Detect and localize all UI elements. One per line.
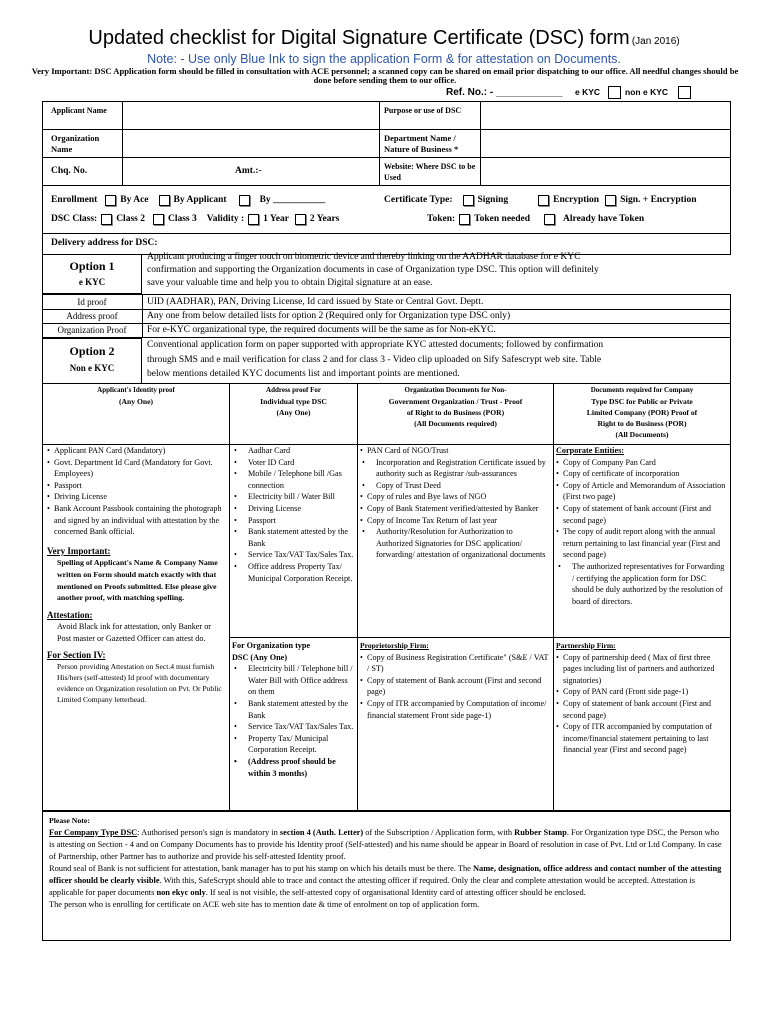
round-note-bold: Name, designation, office address and contact number of the attesting officer should be clearly visible [49,864,722,885]
company-note-text-3: . For Organization type DSC, the Person who is attesting on Section - 4 and on Company Documents has to provide his Identity proof (Self-attested) and his name should be appear in Board of resolution in case of Pvt. Ltd or Ltd Company. In case of Partnership, other Partner has to authorize and provide his self-attested Identity proof. [49,828,722,861]
list-item: • The authorized representatives for Forwarding / certifying the application form for DSC should be duly authorized by the resolution of board of directors. [556,561,728,607]
option1-desc-line3: save your valuable time and help you to obtain Digital signature at an ease. [147,278,433,288]
col4-header-line2: Type DSC for Public or Private [591,397,693,406]
encryption-label: Encryption [553,195,600,205]
by-other-label[interactable]: By ___________ [259,195,326,205]
nonekyc-label: non e KYC [625,87,669,98]
applicant-form [42,101,731,255]
proprietorship-heading: Proprietorship Firm: [360,641,429,650]
list-item: • Copy of Article and Memorandum of Association (First two page) [556,480,728,503]
corporate-entities-heading: Corporate Entities: [556,446,624,455]
list-item: • Copy of Trust Deed [360,480,550,492]
list-item: • Copy of statement of Bank account (First and second page) [360,675,550,698]
option2-desc-line3: below mentions detailed KYC documents list and important points are mentioned. [147,369,460,379]
col3-header-line3: of Right to do Business (POR) [406,408,505,417]
amount-field[interactable] [268,158,378,185]
website-label: Website: Where DSC to be Used [384,162,476,182]
signing-checkbox[interactable] [463,195,474,206]
applicant-name-field[interactable] [123,102,379,129]
ekyc-checkbox[interactable] [608,86,621,99]
col1-header-line2: (Any One) [119,397,153,406]
option2-desc-line1: Conventional application form on paper supported with appropriate KYC attested documents; followed by confirmation [147,340,604,350]
certificate-type-label: Certificate Type: [384,195,453,205]
list-item: • Driving License [47,491,225,503]
document-title: Updated checklist for Digital Signature Certificate (DSC) form [88,27,630,49]
non-ekyc-text: non ekyc only [156,888,206,897]
col2-header [230,385,357,418]
delivery-address-label: Delivery address for DSC: [51,238,158,248]
partnership-heading: Partnership Firm: [556,641,616,650]
enrollment-row [51,195,325,207]
encryption-checkbox[interactable] [538,195,549,206]
dsc-class-label: DSC Class: [51,214,98,224]
list-item: • Copy of Income Tax Return of last year [360,515,550,527]
validity-label: Validity : [206,214,245,224]
list-item: • (Address proof should be within 3 months) [232,756,355,779]
round-note-text-2: . With this, SafeScrypt should able to trace and contact the attesting officer if required. Only the clear and complete attestation would be accepted. Attestation is applicable for paper documents [49,876,695,897]
option1-row3-value: For e-KYC organizational type, the required documents will be the same as for Non-eKYC. [147,325,496,335]
list-item: • Driving License [232,503,355,515]
documents-table [42,383,731,811]
list-item: • Copy of Company Pan Card [556,457,728,469]
org-dsc-heading-line2: DSC (Any One) [232,652,288,662]
very-important-text: Spelling of Applicant's Name & Company Name written on Form should match exactly with that mentioned on Proofs submitted. Else please give another proof, with matching spelling. [57,558,218,603]
list-item: • Aadhar Card [232,445,355,457]
col3-header [358,385,553,429]
nonekyc-checkbox[interactable] [678,86,691,99]
attestation-heading: Attestation: [47,609,93,620]
kyc-selector [575,86,691,99]
col2-header-line1: Address proof For [266,386,321,394]
list-item: • Electricity bill / Water Bill [232,491,355,503]
col4-header [554,385,730,440]
token-needed-checkbox[interactable] [459,214,470,225]
identity-proof-list [47,445,225,538]
list-item: • Passport [47,480,225,492]
document-date: (Jan 2016) [631,36,680,47]
token-label: Token: [427,214,456,224]
option2-title: Option 2 [69,344,115,358]
list-item: • Applicant PAN Card (Mandatory) [47,445,225,457]
have-token-label: Already have Token [563,214,645,224]
by-ace-checkbox[interactable] [105,195,116,206]
option1-title: Option 1 [69,259,115,273]
col4-header-line4: Right to do Business (POR) [597,419,687,428]
list-item: • Copy of Business Registration Certificate" (S&E / VAT / ST) [360,652,550,675]
sign-encryption-label: Sign. + Encryption [620,195,697,205]
organization-name-field[interactable] [123,130,379,157]
section-iv-text: Person providing Attestation on Sect.4 must furnish His/hers (self-attested) Id proof with documentary evidence on Organization resolution on Pvt. Or Public Limited Company letterhead. [57,662,222,705]
option1-description [147,251,727,290]
kyc-options [42,254,731,384]
col3-header-line4: (All Documents required) [414,419,497,428]
amount-label: Amt.:- [235,166,262,176]
option1-subtitle: e KYC [78,277,106,287]
col4-part-content [556,640,728,756]
purpose-field[interactable] [481,102,730,129]
company-note-bold: section 4 (Auth. Letter) [279,828,364,837]
very-important-notice: Very Important: DSC Application form should be filled in consultation with ACE personnel; a scanned copy can be shared on email prior dispatching to our office. All needful changes should be done before sending them to our office. [31,66,739,85]
list-item: • Property Tax/ Municipal Corporation Receipt. [232,733,355,756]
applicant-name-label: Applicant Name [51,106,107,115]
sign-encryption-checkbox[interactable] [605,195,616,206]
list-item: • PAN Card of NGO/Trust [360,445,550,457]
list-item: • Copy of Bank Statement verified/attested by Banker [360,503,550,515]
rubber-stamp-text: Rubber Stamp [514,828,567,837]
list-item: • Bank statement attested by the Bank [232,526,355,549]
company-type-note [49,827,724,863]
token-needed-label: Token needed [474,214,531,224]
list-item: • Incorporation and Registration Certificate issued by authority such as Registrar /sub-assurances [360,457,550,480]
col2-header-line2: Individual type DSC [260,397,327,406]
col4-header-line1: Documents required for Company [590,386,694,394]
list-item: • Bank Account Passbook containing the photograph and signed by an individual with attestation by the concerned Bank official. [47,503,225,538]
list-item: • Office address Property Tax/ Municipal Corporation Receipt. [232,561,355,584]
col1-header-line1: Applicant's Identity proof [97,386,175,394]
list-item: • Copy of rules and Bye laws of NGO [360,491,550,503]
class3-checkbox[interactable] [153,214,164,225]
class3-label: Class 3 [167,214,197,224]
col3-header-line1: Organization Documents for Non- [404,386,507,394]
col3-header-line2: Government Organization / Trust - Proof [388,397,523,406]
website-field[interactable] [481,158,730,185]
list-item: • The copy of audit report along with the annual return pertaining to last financial year (First and second page) [556,526,728,561]
blue-ink-note: Note: - Use only Blue Ink to sign the application Form & for attestation on Documents. [147,52,621,66]
option2-desc-line2: through SMS and e mail verification for class 2 and for class 3 - Video clip uploaded on Sify Safescrypt web site. Table [147,354,602,365]
option1-row2-label: Address proof [66,311,118,321]
col2-content [232,445,355,584]
col2-org-content [232,640,355,779]
list-item: • Electricity bill / Telephone bill / Water Bill with Office address on them [232,663,355,698]
certificate-type-row [384,195,697,207]
col4-content [556,445,728,607]
list-item: • Copy of statement of bank account (First and second page) [556,503,728,526]
option1-row1-label: Id proof [77,297,107,307]
option1-row1-value: UID (AADHAR), PAN, Driving License, Id card issued by State or Central Govt. Deptt. [147,297,484,307]
cheque-number-field[interactable] [123,158,233,185]
col1-header [43,385,229,407]
class2-label: Class 2 [116,214,145,224]
round-note-text-1: Round seal of Bank is not sufficient for attestation, bank manager has to put his stamp on which his details must be there. The [49,864,473,873]
option1-box [42,254,142,294]
please-note-section [42,811,731,941]
department-field[interactable] [481,130,730,157]
ngo-documents-list [360,445,550,561]
have-token-checkbox[interactable] [544,214,555,225]
by-ace-label: By Ace [120,195,149,205]
class2-checkbox[interactable] [101,214,112,225]
list-item: • Copy of PAN card (Front side page-1) [556,686,728,698]
validity-1year-checkbox[interactable] [248,214,259,225]
list-item: • Service Tax/VAT Tax/Sales Tax. [232,549,355,561]
option2-box [42,338,142,384]
option1-row3-label: Organization Proof [57,325,127,335]
list-item: • Copy of ITR accompanied by computation of income/financial statement pertaining to last financial year (First and second page) [556,721,728,756]
please-note-heading: Please Note: [49,816,90,825]
list-item: • Bank statement attested by the Bank [232,698,355,721]
enrolment-note: The person who is enrolling for certificate on ACE web site has to mention date & time of enrolment on top of application form. [49,900,480,909]
ekyc-label: e KYC [575,87,601,98]
by-applicant-checkbox[interactable] [159,195,170,206]
list-item: • Govt. Department Id Card (Mandatory for Govt. Employees) [47,457,225,480]
option2-description [147,338,727,382]
proprietorship-list [360,652,550,722]
list-item: • Authority/Resolution for Authorization to Authorized Signatories for DSC application/ forwarding/ attestation of organizational documents [360,526,550,561]
list-item: • Voter ID Card [232,457,355,469]
option1-row2-value: Any one from below detailed lists for option 2 (Required only for Organization type DSC only) [147,311,511,321]
organization-name-label: Organization Name [51,133,100,154]
very-important-heading: Very Important: [47,545,111,556]
validity-1year-label: 1 Year [263,214,289,224]
dsc-class-row [51,214,339,226]
org-dsc-heading-line1: For Organization type [232,641,311,650]
col2-header-line3: (Any One) [276,408,311,417]
section-iv-heading: For Section IV: [47,649,106,660]
corporate-entities-list [556,457,728,608]
col4-header-line3: Limited Company (POR) Proof of [586,408,698,417]
document-title-row [0,26,768,50]
list-item: • Copy of statement of bank account (First and second page) [556,698,728,721]
list-item: • Copy of partnership deed ( Max of first three pages including list of partners and authorized signatories) [556,652,728,687]
address-proof-list [232,445,355,584]
purpose-label: Purpose or use of DSC [384,106,462,115]
enrollment-label: Enrollment [51,195,98,205]
org-address-proof-list [232,663,355,779]
col4-header-line5: (All Documents) [615,430,669,439]
option1-desc-line1: Applicant producing a finger touch on biometric device and thereby linking on the AADHAR database for e KYC [147,252,581,262]
by-applicant-label: By Applicant [173,195,227,205]
option1-desc-line2: confirmation and supporting the Organization documents in case of Organization type DSC. This option will definitely [147,265,599,275]
attestation-text: Avoid Black ink for attestation, only Banker or Post master or Gazetted Officer can attest do. [57,622,212,643]
list-item: • Service Tax/VAT Tax/Sales Tax. [232,721,355,733]
option2-subtitle: Non e KYC [69,363,115,373]
list-item: • Copy of certificate of incorporation [556,468,728,480]
list-item: • Copy of ITR accompanied by Computation of income/ financial statement Front side page-1) [360,698,550,721]
cheque-number-label: Chq. No. [51,166,88,176]
validity-2year-checkbox[interactable] [295,214,306,225]
list-item: • Passport [232,515,355,527]
signing-label: Signing [477,195,509,205]
department-label: Department Name / Nature of Business * [384,133,459,154]
token-row [427,214,644,226]
company-note-text-1: : Authorised person's sign is mandatory in [137,828,280,837]
partnership-list [556,652,728,756]
list-item: • Mobile / Telephone bill /Gas connection [232,468,355,491]
validity-2year-label: 2 Years [309,214,340,224]
col3-prop-content [360,640,550,721]
round-note-text-3: . If seal is not visible, the self-attested copy of organisational Identity card of attesting officer should be enclosed. [205,888,586,897]
col3-content [360,445,550,561]
round-seal-note [49,863,724,899]
by-other-checkbox[interactable] [239,195,250,206]
company-note-text-2: of the Subscription / Application form, with [363,828,515,837]
col1-content [47,445,225,705]
ref-number[interactable]: Ref. No.: - ____________ [446,87,563,98]
company-type-heading: For Company Type DSC [49,828,138,837]
